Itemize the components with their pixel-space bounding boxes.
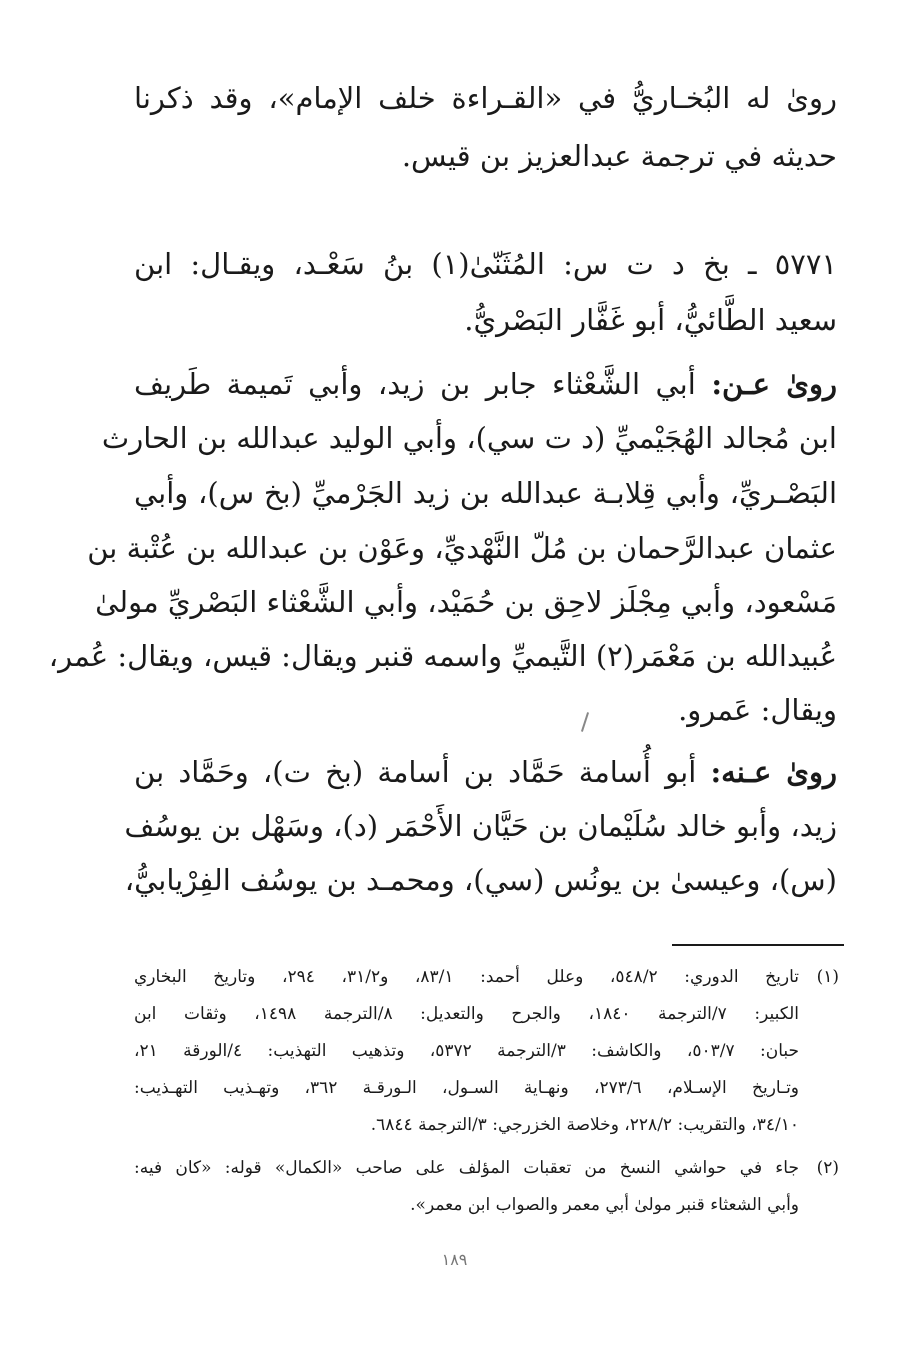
- body-line: رویٰ له البُخـاريُّ في «القـراءة خلف الإمام»، وقد ذكرنا: [134, 81, 837, 115]
- footnote-line: الكبير: ٧/الترجمة ١٨٤٠، والجرح والتعديل: ٨/الترجمة ١٤٩٨، وثقات ابن: [134, 1004, 800, 1024]
- entry-heading-line: ٥٧٧١ ـ بخ د ت س: المُثَنّیٰ(١) بنُ سَعْـد، ويقـال: ابن: [134, 247, 837, 281]
- body-line: ويقال: عَمرو.: [678, 693, 837, 727]
- footnote-line: ٣٤/١٠، والتقريب: ٢٢٨/٢، وخلاصة الخزرجي: ٣/الترجمة ٦٨٤٤.: [370, 1115, 799, 1135]
- body-line: البَصْـريِّ، وأبي قِلابـة عبدالله بن زيد الجَرْميِّ (بخ س)، وأبي: [134, 476, 837, 510]
- footnote-line: جاء في حواشي النسخ من تعقبات المؤلف على صاحب «الكمال» قوله: «كان فيه:: [134, 1158, 799, 1178]
- page-number: ١٨٩: [441, 1250, 468, 1269]
- body-line: ابن مُجالد الهُجَيْميِّ (د ت سي)، وأبي الوليد عبدالله بن الحارث: [101, 421, 837, 455]
- body-line: عثمان عبدالرَّحمان بن مُلّ النَّهْديِّ، وعَوْن بن عبدالله بن عُتْبة بن: [87, 531, 837, 565]
- footnote-line: تاريخ الدوري: ٥٤٨/٢، وعلل أحمد: ٨٣/١، و٣١/٢، ٢٩٤، وتاريخ البخاري: [134, 967, 800, 987]
- entry-heading-line: سعيد الطَّائيُّ، أبو غَفَّار البَصْريُّ.: [464, 303, 837, 337]
- footnote-line: وأبي الشعثاء قنبر مولیٰ أبي معمر والصواب ابن معمر».: [410, 1195, 799, 1215]
- body-line: عُبيدالله بن مَعْمَر(٢) التَّيميِّ واسمه قنبر ويقال: قيس، ويقال: عُمر،: [48, 639, 837, 673]
- body-line: زيد، وأبو خالد سُلَيْمان بن حَيَّان الأَحْمَر (د)، وسَهْل بن يوسُف: [124, 809, 837, 843]
- body-line: [134, 364, 837, 404]
- rawa-an-text: أبي الشَّعْثاء جابر بن زيد، وأبي تَميمة طَريف: [134, 367, 696, 401]
- rawa-anhu-text: أبو أُسامة حَمَّاد بن أسامة (بخ ت)، وحَمَّاد بن: [134, 755, 697, 789]
- rawa-an-label: رویٰ عـن:: [711, 367, 838, 401]
- body-line: [134, 752, 837, 792]
- footnote-number: (٢): [816, 1158, 839, 1178]
- body-line: (س)، وعيسیٰ بن يونُس (سي)، ومحمـد بن يوسُف الفِرْيابيُّ،: [124, 863, 837, 897]
- footnote-number: (١): [816, 967, 839, 987]
- footnote-line: وتـاريخ الإسـلام، ٢٧٣/٦، ونهـاية السـول، الـورقـة ٣٦٢، وتهـذيب التهـذيب:: [134, 1078, 800, 1098]
- rawa-anhu-label: رویٰ عـنه:: [710, 755, 837, 789]
- footnote-separator: [672, 944, 844, 946]
- footnote-line: حبان: ٥٠٣/٧، والكاشف: ٣/الترجمة ٥٣٧٢، وتذهيب التهذيب: ٤/الورقة ٢١،: [134, 1041, 800, 1061]
- body-line: مَسْعود، وأبي مِجْلَز لاحِق بن حُمَيْد، وأبي الشَّعْثاء البَصْريِّ مولیٰ: [95, 585, 837, 619]
- body-line: حديثه في ترجمة عبدالعزيز بن قيس.: [401, 139, 837, 173]
